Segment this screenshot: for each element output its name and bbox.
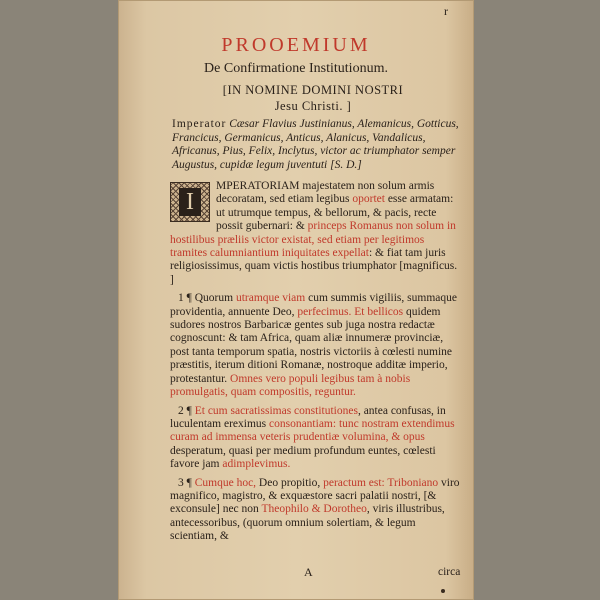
folio-mark: r [444, 4, 448, 18]
p1-end: : & fiat tam juris religiosissimus, quam victis hostibus triumphator [magnificus. ] [170, 247, 458, 286]
p4-red-2: peractum est: Triboniano [323, 476, 439, 489]
p4-mid-2: viro magnifico, magistro, & exquæstore sacri palatii nostri, [& exconsule] nec non [170, 476, 460, 516]
intitulatio-paragraph [172, 118, 462, 172]
paragraph-opening [170, 180, 462, 287]
paragraph-2 [170, 405, 462, 472]
p3-red-3: adimplevimus. [222, 458, 291, 471]
p3-number: 2 ¶ [178, 404, 192, 417]
p2-red-2: perfecimus. Et bellicos [297, 305, 404, 318]
invocation-line-1: [IN NOMINE DOMINI NOSTRI [222, 83, 404, 97]
page-title: PROOEMIUM [221, 34, 371, 56]
dropcap-ornament [170, 182, 210, 222]
invocation-line-2: Jesu Christi. ] [274, 99, 352, 113]
p3-red-2: consonantiam: tunc nostram extendimus curam ad immensa veteris prudentiæ volumina, & opus [170, 417, 455, 444]
p1-red-2: princeps Romanus non solum in hostilibus præliis victor existat, sed etiam per legitimos tramites calumniantium iniquitates expellat [170, 220, 456, 260]
p1-mid-1: esse armatam: ut utrumque tempus, & bellorum, & pacis, recte possit gubernari: & [216, 193, 454, 233]
signature-mark: A [304, 565, 313, 579]
p1-start: MPERATORIAM majestatem non solum armis decoratam, sed etiam legibus [216, 180, 435, 206]
paragraph-1 [170, 292, 462, 399]
p3-red-1: Et cum sacratissimas constitutiones [194, 404, 358, 417]
p2-red-1: utramque viam [235, 292, 306, 305]
p3-mid-1: , antea confusas, in luculentam ereximus [170, 404, 446, 430]
p2-start: Quorum [194, 292, 234, 305]
catchword: circa [438, 566, 461, 578]
p3-mid-2: desperatum, quasi per medium profundum euntes, cœlesti favore jam [170, 444, 436, 471]
p4-mid-1: Deo propitio, [258, 476, 321, 489]
book-page [118, 0, 474, 600]
intitulatio-lead: Imperator [172, 118, 227, 130]
dropcap-letter: I [179, 188, 201, 216]
intitulatio-text: Cæsar Flavius Justinianus, Alemanicus, Gotticus, Francicus, Germanicus, Anticus, Alanicus, Vandalicus, Africanus, Pius, Felix, Inclytus, victor ac triumphator semper Augustus, cupidæ legum juventuti [S. D.] [172, 118, 459, 171]
p1-red-1: oportet [352, 193, 385, 206]
paper-hole [441, 589, 445, 593]
p2-red-3: Omnes vero populi legibus tam à nobis promulgatis, quam compositis, reguntur. [170, 372, 411, 399]
p4-red-1: Cumque hoc, [194, 476, 257, 489]
p4-red-3: Theophilo & Dorotheo [261, 503, 367, 516]
invocation [178, 82, 448, 114]
p2-number: 1 ¶ [178, 292, 192, 305]
page-subtitle: De Confirmatione Institutionum. [204, 61, 388, 76]
paragraph-3 [170, 477, 462, 544]
p2-mid-2: quidem sudores nostros Barbaricæ gentes sub juga nostra redactæ cognoscunt: & tam Africa, quam aliæ innumeræ provinciæ, post tanta temporum spatia, nostris victoriis à cœlesti numine præstitis, iterum ditioni Romanæ, nostroque additæ imperio, protestantur. [170, 305, 453, 385]
p4-end: , viris illustribus, antecessoribus, (quorum omnium solertiam, & legum scientiam, & [170, 503, 445, 543]
p4-number: 3 ¶ [178, 476, 192, 489]
p2-mid-1: cum summis vigiliis, summaque providentia, annuente Deo, [170, 292, 457, 318]
main-text [170, 180, 462, 544]
